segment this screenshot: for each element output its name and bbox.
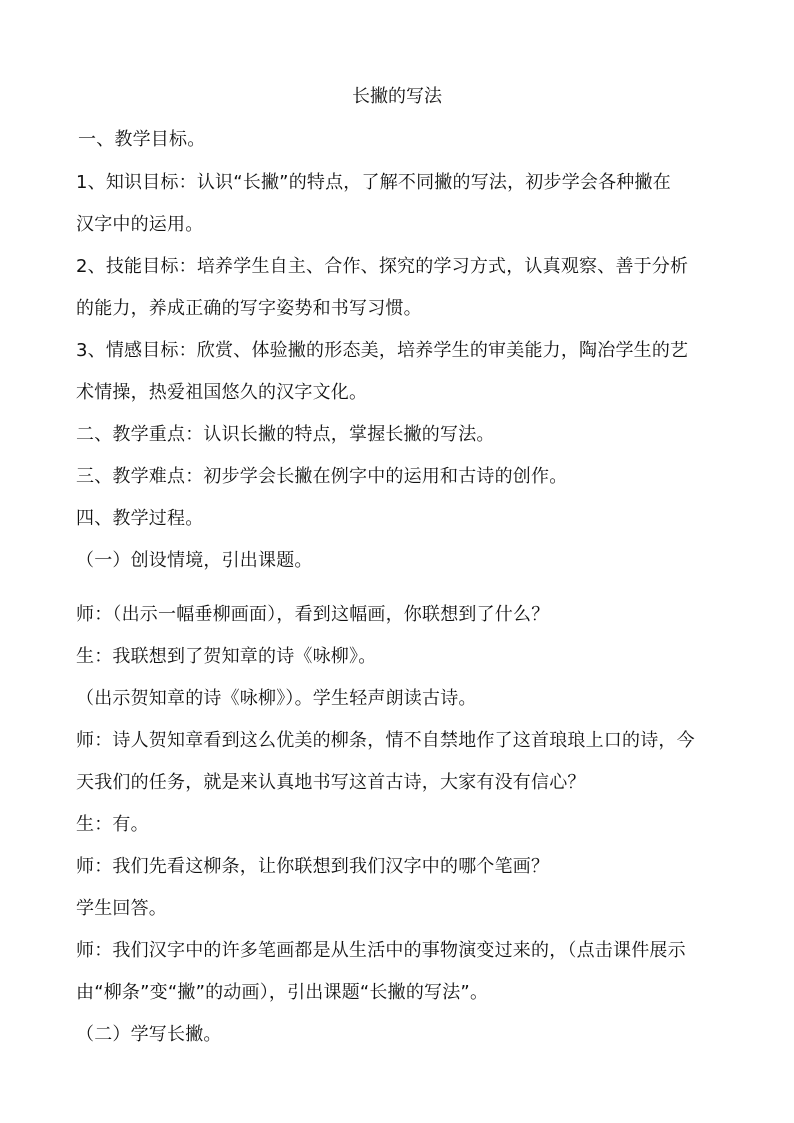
dialogue-line: （出示贺知章的诗《咏柳》）。学生轻声朗读古诗。 — [76, 688, 477, 709]
section-heading-objectives: 一、教学目标。 — [78, 129, 206, 150]
paragraph-line: 2、技能目标：培养学生自主、合作、探究的学习方式，认真观察、善于分析 — [76, 256, 689, 277]
dialogue-line: 学生回答。 — [76, 898, 167, 919]
dialogue-line: 天我们的任务，就是来认真地书写这首古诗，大家有没有信心？ — [76, 772, 586, 793]
paragraph-line: 1、知识目标：认识“长撇”的特点，了解不同撇的写法，初步学会各种撇在 — [76, 172, 671, 193]
dialogue-line: 师：诗人贺知章看到这么优美的柳条，情不自禁地作了这首琅琅上口的诗，今 — [76, 730, 695, 751]
dialogue-line: 由“柳条”变“撇”的动画），引出课题“长撇的写法”。 — [76, 982, 489, 1003]
dialogue-line: 生：有。 — [76, 814, 149, 835]
dialogue-line: 师：我们先看这柳条，让你联想到我们汉字中的哪个笔画？ — [76, 856, 550, 877]
paragraph-line: 的能力，养成正确的写字姿势和书写习惯。 — [76, 298, 422, 319]
document-title: 长撇的写法 — [352, 86, 442, 107]
paragraph-line: 汉字中的运用。 — [76, 214, 204, 235]
section-heading-key-points: 二、教学重点：认识长撇的特点，掌握长撇的写法。 — [76, 424, 495, 445]
dialogue-line: 师：我们汉字中的许多笔画都是从生活中的事物演变过来的，（点击课件展示 — [76, 940, 686, 961]
subsection-heading-intro: （一）创设情境，引出课题。 — [76, 550, 313, 571]
section-heading-process: 四、教学过程。 — [76, 508, 204, 529]
dialogue-line: 师：（出示一幅垂柳画面），看到这幅画，你联想到了什么？ — [76, 604, 550, 625]
section-heading-difficulties: 三、教学难点：初步学会长撇在例字中的运用和古诗的创作。 — [76, 466, 568, 487]
paragraph-line: 术情操，热爱祖国悠久的汉字文化。 — [76, 382, 368, 403]
paragraph-line: 3、情感目标：欣赏、体验撇的形态美，培养学生的审美能力，陶冶学生的艺 — [76, 340, 689, 361]
dialogue-line: 生：我联想到了贺知章的诗《咏柳》。 — [76, 646, 377, 667]
subsection-heading-practice: （二）学写长撇。 — [76, 1024, 222, 1045]
